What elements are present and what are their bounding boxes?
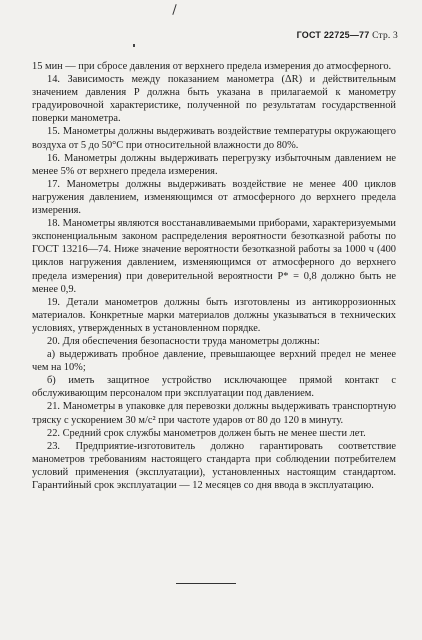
scan-mark xyxy=(172,4,176,15)
paragraph-20b: б) иметь защитное устройство исключающее прямой контакт с обслуживающим персоналом при эксплуатации под давлением. xyxy=(32,375,396,400)
paragraph-20a: а) выдерживать пробное давление, превышающее верхний предел не менее чем на 10%; xyxy=(32,349,396,374)
end-rule xyxy=(176,583,236,584)
paragraph-14: 14. Зависимость между показанием манометра (ΔR) и действительным значением давления P должна быть указана в прилагаемой к манометру градуировочной характеристике, полученной по результатам государственной поверки манометра. xyxy=(32,74,396,125)
paragraph-22: 22. Средний срок службы манометров должен быть не менее шести лет. xyxy=(47,427,366,439)
standard-number: ГОСТ 22725—77 xyxy=(296,30,370,40)
scan-dot xyxy=(133,44,135,47)
paragraph-19: 19. Детали манометров должны быть изготовлены из антикоррозионных материалов. Конкретные марки материалов должны указываться в технических условиях, утвержденных в установленном порядке. xyxy=(32,296,396,334)
paragraph-16: 16. Манометры должны выдерживать перегрузку избыточным давлением не менее 5% от верхнего предела измерения. xyxy=(32,152,396,177)
page-number: Стр. 3 xyxy=(372,31,398,41)
paragraph-21: 21. Манометры в упаковке для перевозки должны выдерживать транспортную тряску с ускорением 30 м/с² при частоте ударов от 80 до 120 в минуту. xyxy=(32,401,396,426)
paragraph-20: 20. Для обеспечения безопасности труда манометры должны: xyxy=(47,335,320,347)
paragraph-18: 18. Манометры являются восстанавливаемыми приборами, характеризуемыми экспоненциальным законом распределения вероятности безотказной работы по ГОСТ 13216—74. Ниже значение вероятности безотказной работы за 1000 ч (400 циклов нагружения давлением, изменяющимся от атмосферного до верхнего предела измерения) при доверительной вероятности P* = 0,8 должно быть не менее 0,9. xyxy=(32,218,396,295)
paragraph-17: 17. Манометры должны выдерживать воздействие не менее 400 циклов нагружения давлением, изменяющимся от атмосферного до верхнего предела измерения. xyxy=(32,178,396,217)
paragraph-15: 15. Манометры должны выдерживать воздействие температуры окружающего воздуха от 5 до 50°C при относительной влажности до 80%. xyxy=(32,126,396,151)
paragraph-continuation: 15 мин — при сбросе давления от верхнего предела измерения до атмосферного. xyxy=(32,61,392,72)
paragraph-23: 23. Предприятие-изготовитель должно гарантировать соответствие манометров требованиям настоящего стандарта при соблюдении потребителем условий применения (эксплуатации), установленных настоящим стандартом. Гарантийный срок эксплуатации — 12 месяцев со дня ввода в эксплуатацию. xyxy=(32,440,396,491)
page-header xyxy=(297,30,398,41)
document-body xyxy=(32,60,396,492)
